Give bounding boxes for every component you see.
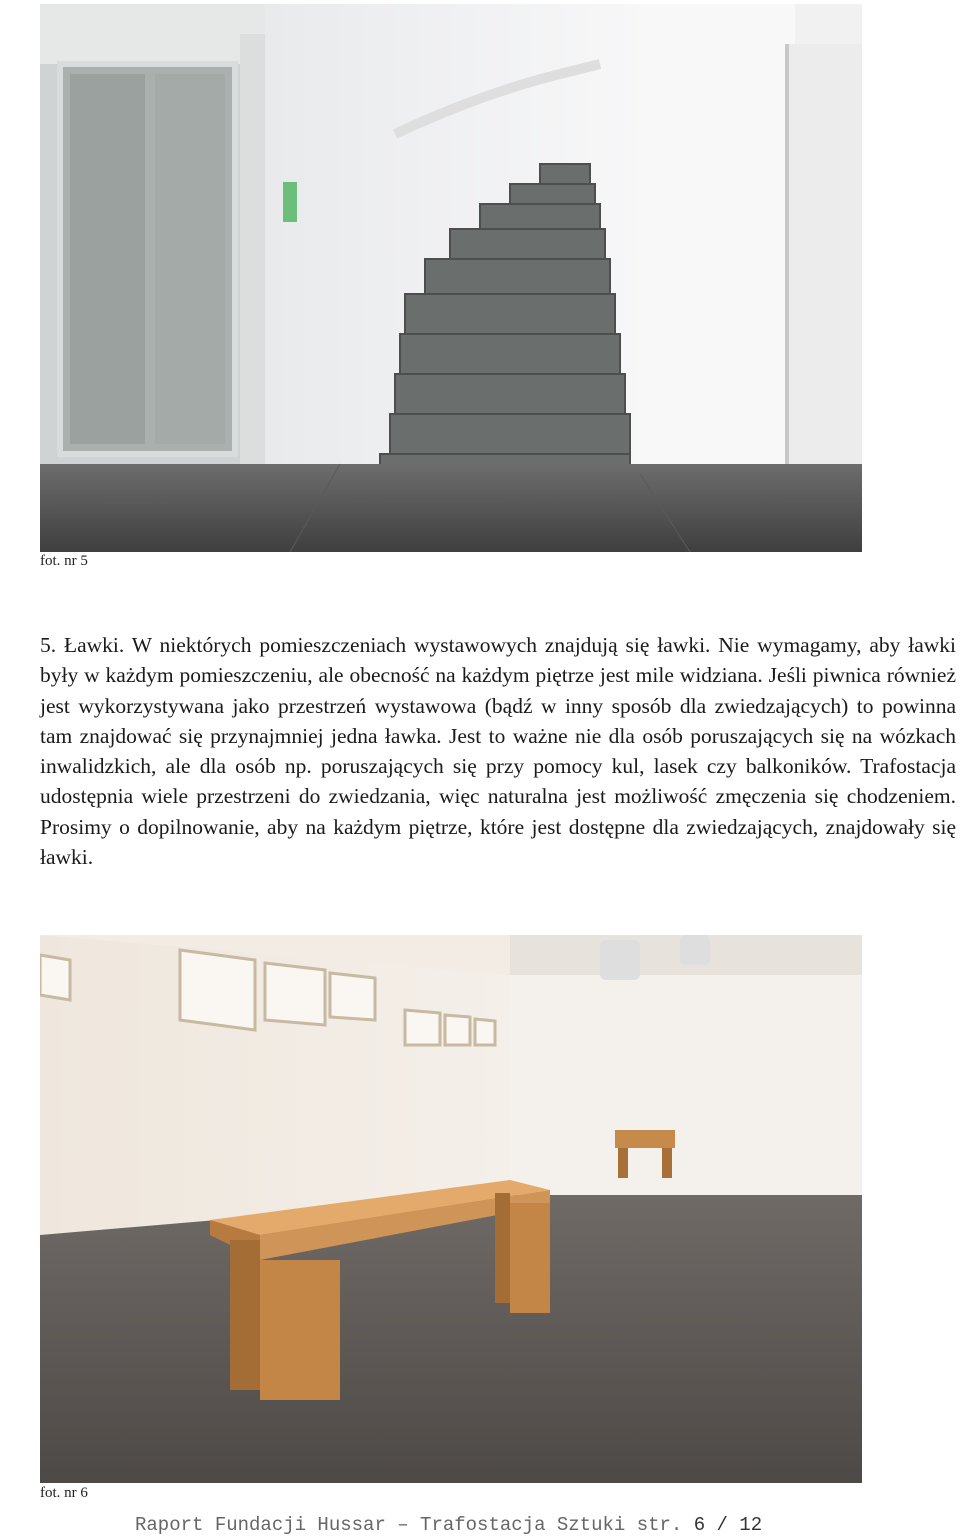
photo-caption-6: fot. nr 6 bbox=[40, 1485, 88, 1501]
section-title: Ławki. bbox=[63, 633, 125, 657]
photo-staircase bbox=[40, 4, 862, 552]
staircase-image bbox=[40, 4, 862, 552]
photo-caption-5: fot. nr 5 bbox=[40, 553, 88, 569]
section-body: W niektórych pomieszczeniach wystawowych znajdują się ławki. Nie wymagamy, aby ławki były w każdym pomieszczeniu, ale obecność na każdym piętrze jest mile widziana. Jeśli piwnica również jest wykorzystywana jako przestrzeń wystawowa (bądź w inny sposób dla zwiedzających) to powinna tam znajdować się przynajmniej jedna ławka. Jest to ważne nie dla osób poruszających się na wózkach inwalidzkich, ale dla osób np. poruszających się przy pomocy kul, lasek czy balkoników. Trafostacja udostępnia wiele przestrzeni do zwiedzania, więc naturalna jest możliwość zmęczenia się chodzeniem. Prosimy o dopilnowanie, aby na każdym piętrze, które jest dostępne dla zwiedzających, znajdowały się ławki. bbox=[40, 633, 956, 870]
section-benches bbox=[40, 630, 956, 872]
footer-page-label: str. bbox=[636, 1514, 683, 1536]
photo-exhibition-bench bbox=[40, 935, 862, 1483]
bench-image bbox=[40, 935, 862, 1483]
footer-page-number: 6 / 12 bbox=[693, 1514, 763, 1536]
page-footer bbox=[135, 1514, 762, 1536]
section-number: 5. bbox=[40, 633, 57, 657]
footer-report-title: Raport Fundacji Hussar – Trafostacja Sztuki bbox=[135, 1514, 626, 1536]
